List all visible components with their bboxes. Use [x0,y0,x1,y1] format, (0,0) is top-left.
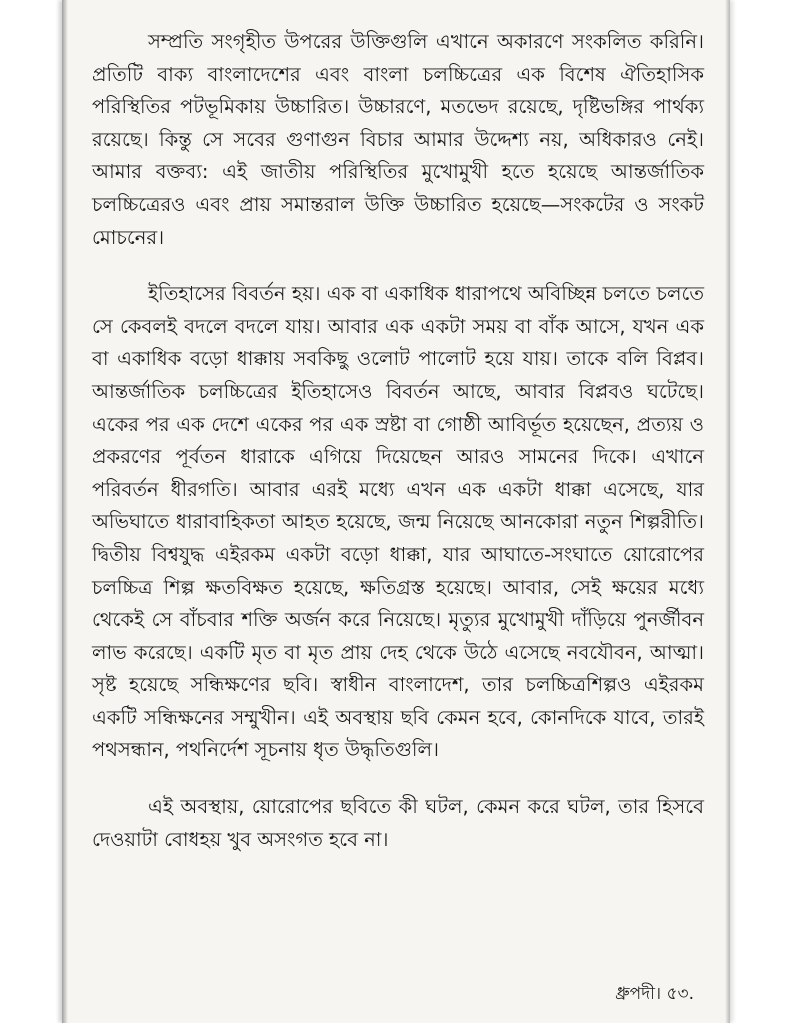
book-page [62,0,730,1023]
paragraph-1: সম্প্রতি সংগৃহীত উপরের উক্তিগুলি এখানে অকারণে সংকলিত করিনি। প্রতিটি বাক্য বাংলাদেশের এবং বাংলা চলচ্চিত্রের এক বিশেষ ঐতিহাসিক পরিস্থিতির পটভূমিকায় উচ্চারিত। উচ্চারণে, মতভেদ রয়েছে, দৃষ্টিভঙ্গির পার্থক্য রয়েছে। কিন্তু সে সবের গুণাগুন বিচার আমার উদ্দেশ্য নয়, অধিকারও নেই। আমার বক্তব্য: এই জাতীয় পরিস্থিতির মুখোমুখী হতে হয়েছে আন্তর্জাতিক চলচ্চিত্রেরও এবং প্রায় সমান্তরাল উক্তি উচ্চারিত হয়েছে—সংকটের ও সংকট মোচনের। [92,30,704,249]
page-footer: ধ্রুপদী। ৫৩. [615,984,694,1004]
paragraph-3: এই অবস্থায়, য়োরোপের ছবিতে কী ঘটল, কেমন করে ঘটল, তার হিসবে দেওয়াটা বোধহয় খুব অসংগত হবে না। [92,795,704,851]
body-text [92,26,704,856]
paragraph-2: ইতিহাসের বিবর্তন হয়। এক বা একাধিক ধারাপথে অবিচ্ছিন্ন চলতে চলতে সে কেবলই বদলে বদলে যায়। আবার এক একটা সময় বা বাঁক আসে, যখন এক বা একাধিক বড়ো ধাক্কায় সবকিছু ওলোট পালোট হয়ে যায়। তাকে বলি বিপ্লব। আন্তর্জাতিক চলচ্চিত্রের ইতিহাসেও বিবর্তন আছে, আবার বিপ্লবও ঘটেছে। একের পর এক দেশে একের পর এক স্রষ্টা বা গোষ্ঠী আবির্ভূত হয়েছেন, প্রত্যয় ও প্রকরণের পূর্বতন ধারাকে এগিয়ে দিয়েছেন আরও সামনের দিকে। এখানে পরিবর্তন ধীরগতি। আবার এরই মধ্যে এখন এক একটা ধাক্কা এসেছে, যার অভিঘাতে ধারাবাহিকতা আহত হয়েছে, জন্ম নিয়েছে আনকোরা নতুন শিল্পরীতি। দ্বিতীয় বিশ্বযুদ্ধ এইরকম একটা বড়ো ধাক্কা, যার আঘাতে-সংঘাতে য়োরোপের চলচ্চিত্র শিল্প ক্ষতবিক্ষত হয়েছে, ক্ষতিগ্রস্ত হয়েছে। আবার, সেই ক্ষয়ের মধ্যে থেকেই সে বাঁচবার শক্তি অর্জন করে নিয়েছে। মৃত্যুর মুখোমুখী দাঁড়িয়ে পুনর্জীবন লাভ করেছে। একটি মৃত বা মৃত প্রায় দেহ থেকে উঠে এসেছে নবযৌবন, আত্মা। সৃষ্ট হয়েছে সন্ধিক্ষণের ছবি। স্বাধীন বাংলাদেশ, তার চলচ্চিত্রশিল্পও এইরকম একটি সন্ধিক্ষনের সম্মুখীন। এই অবস্থায় ছবি কেমন হবে, কোনদিকে যাবে, তারই পথসন্ধান, পথনির্দেশ সূচনায় ধৃত উদ্ধৃতিগুলি। [92,282,704,762]
